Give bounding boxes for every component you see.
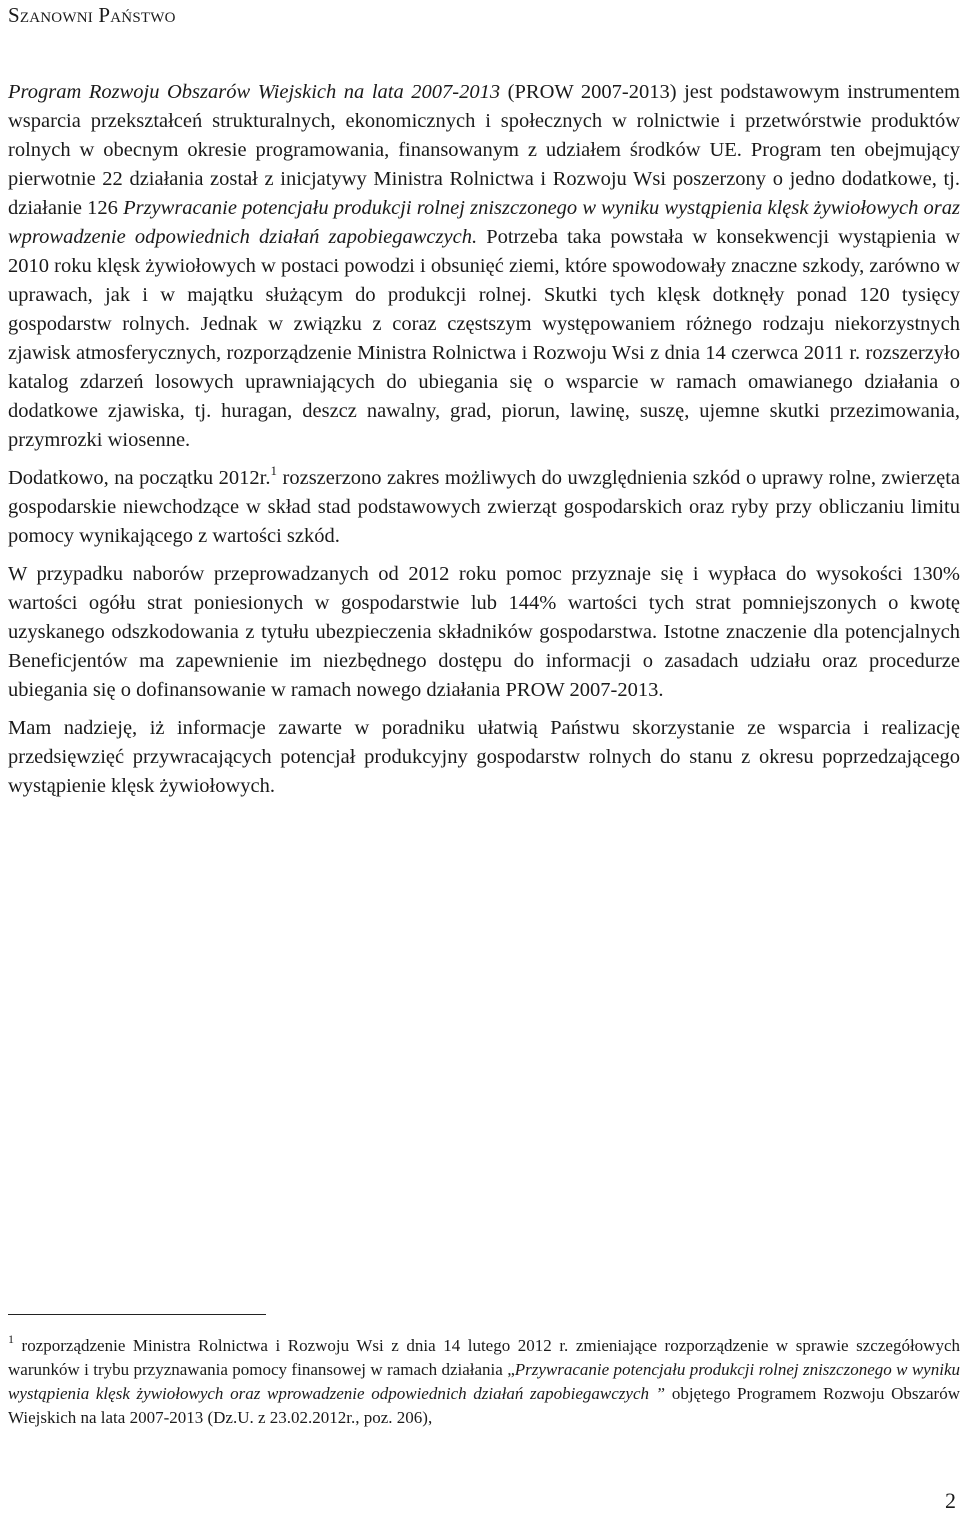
measure-name-italic: Przywracanie potencjału produkcji rolnej zniszczonego w wyniku wystąpienia klęsk żywiołowych oraz wprowadzenie odpowiednich działań zapobiegawczych. <box>8 197 960 248</box>
program-name-italic: Program Rozwoju Obszarów Wiejskich na lata 2007-2013 <box>8 81 501 103</box>
footnote <box>8 1334 960 1430</box>
footnote-separator <box>8 1314 266 1315</box>
paragraph-additional-text-2: rozszerzono zakres możliwych do uwzględnienia szkód o uprawy rolne, zwierzęta gospodarskie niewchodzące w skład stad podstawowych zwierząt gospodarskich oraz ryby przy obliczaniu limitu pomocy wynikającego z wartości szkód. <box>8 467 960 547</box>
footnote-italic-title: Przywracanie potencjału produkcji rolnej zniszczonego w wyniku wystąpienia klęsk żywiołowych oraz wprowadzenie odpowiednich działań zapobiegawczych ” <box>8 1360 960 1403</box>
salutation-heading: Szanowni Państwo <box>8 3 176 27</box>
paragraph-intro <box>8 78 960 455</box>
footnote-text-2: objętego Programem Rozwoju Obszarów Wiejskich na lata 2007-2013 (Dz.U. z 23.02.2012r., poz. 206), <box>8 1384 960 1427</box>
footnote-reference[interactable]: 1 <box>270 463 277 478</box>
document-page <box>8 0 960 1525</box>
footnote-text-1: rozporządzenie Ministra Rolnictwa i Rozwoju Wsi z dnia 14 lutego 2012 r. zmieniające rozporządzenie w sprawie szczegółowych warunków i trybu przyznawania pomocy finansowej w ramach działania „ <box>8 1336 960 1379</box>
letter-body <box>8 78 960 810</box>
paragraph-intro-text-2: Potrzeba taka powstała w konsekwencji wystąpienia w 2010 roku klęsk żywiołowych w postaci powodzi i obsunięć ziemi, które spowodowały znaczne szkody, zarówno w uprawach, jak i w majątku służącym do produkcji rolnej. Skutki tych klęsk dotknęły ponad 120 tysięcy gospodarstw rolnych. Jednak w związku z coraz częstszym występowaniem różnego rodzaju niekorzystnych zjawisk atmosferycznych, rozporządzenie Ministra Rolnictwa i Rozwoju Wsi z dnia 14 czerwca 2011 r. rozszerzyło katalog zdarzeń losowych uprawniających do ubiegania się o wsparcie w ramach omawianego działania o dodatkowe zjawiska, tj. huragan, deszcz nawalny, grad, piorun, lawinę, suszę, ujemne skutki przezimowania, przymrozki wiosenne. <box>8 226 960 451</box>
paragraph-closing: Mam nadzieję, iż informacje zawarte w poradniku ułatwią Państwu skorzystanie ze wsparcia i realizację przedsięwzięć przywracających potencjał produkcyjny gospodarstw rolnych do stanu z okresu poprzedzającego wystąpienie klęsk żywiołowych. <box>8 717 960 797</box>
paragraph-additional-text-1: Dodatkowo, na początku 2012r. <box>8 467 271 489</box>
paragraph-aid-amount: W przypadku naborów przeprowadzanych od 2012 roku pomoc przyznaje się i wypłaca do wysokości 130% wartości ogółu strat poniesionych w gospodarstwie lub 144% wartości tych strat pomniejszonych o kwotę uzyskanego odszkodowania z tytułu ubezpieczenia składników gospodarstwa. Istotne znaczenie dla potencjalnych Beneficjentów ma zapewnienie im niezbędnego dostępu do informacji o zasadach udziału oraz procedurze ubiegania się o dofinansowanie w ramach nowego działania PROW 2007-2013. <box>8 563 960 701</box>
footnote-marker: 1 <box>8 1332 14 1346</box>
paragraph-intro-text-1: (PROW 2007-2013) jest podstawowym instrumentem wsparcia przekształceń strukturalnych, ekonomicznych i społecznych w rolnictwie i przetwórstwie produktów rolnych w obecnym okresie programowania, finansowanym z udziałem środków UE. Program ten obejmujący pierwotnie 22 działania został z inicjatywy Ministra Rolnictwa i Rozwoju Wsi poszerzony o jedno dodatkowe, tj. działanie 126 <box>8 81 960 219</box>
paragraph-additional <box>8 464 960 551</box>
page-number: 2 <box>945 1488 956 1513</box>
